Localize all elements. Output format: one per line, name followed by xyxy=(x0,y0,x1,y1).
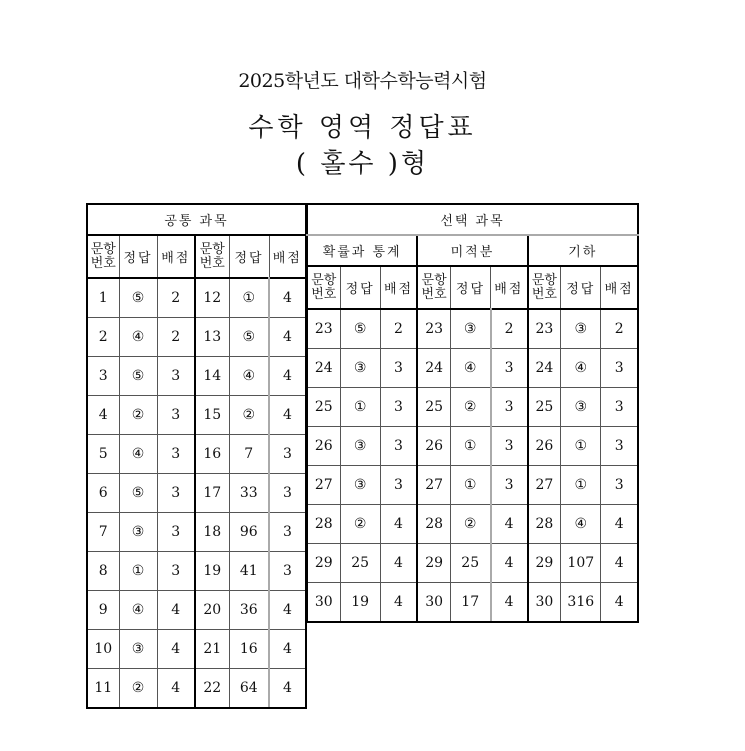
answer-cell: ⑤ xyxy=(340,309,380,349)
answer-cell: 316 xyxy=(561,583,601,623)
question-number-cell: 25 xyxy=(417,388,450,427)
question-number-cell: 21 xyxy=(195,630,229,669)
table-row xyxy=(307,388,638,427)
question-number-cell: 29 xyxy=(417,544,450,583)
points-cell: 3 xyxy=(601,466,638,505)
question-number-cell: 26 xyxy=(307,427,340,466)
question-number-cell: 25 xyxy=(307,388,340,427)
question-number-header xyxy=(417,266,450,309)
answer-cell: 33 xyxy=(229,474,269,513)
points-header: 배점 xyxy=(157,235,195,278)
question-number-header xyxy=(528,266,561,309)
answer-cell: ④ xyxy=(119,318,157,357)
question-number-cell: 24 xyxy=(528,349,561,388)
question-number-header xyxy=(307,266,340,309)
points-header: 배점 xyxy=(269,235,306,278)
header-text: 번호 xyxy=(531,286,557,302)
question-number-cell: 22 xyxy=(195,669,229,709)
points-cell: 3 xyxy=(157,435,195,474)
question-number-cell: 23 xyxy=(417,309,450,349)
answer-cell: 25 xyxy=(450,544,490,583)
answer-cell: 19 xyxy=(340,583,380,623)
answer-cell: ③ xyxy=(340,349,380,388)
points-cell: 4 xyxy=(157,630,195,669)
question-number-cell: 24 xyxy=(307,349,340,388)
header-text: 문항 xyxy=(90,241,116,257)
points-cell: 3 xyxy=(157,357,195,396)
points-cell: 4 xyxy=(380,583,417,623)
table-row xyxy=(87,552,306,591)
answer-cell: ⑤ xyxy=(119,357,157,396)
answer-cell: ⑤ xyxy=(119,474,157,513)
question-number-header xyxy=(87,235,119,278)
points-cell: 3 xyxy=(269,513,306,552)
header-text: 번호 xyxy=(199,255,225,271)
answer-header: 정답 xyxy=(229,235,269,278)
question-number-header xyxy=(195,235,229,278)
question-number-cell: 28 xyxy=(307,505,340,544)
table-row xyxy=(87,669,306,709)
question-number-cell: 14 xyxy=(195,357,229,396)
form-type-label: ( 홀수 )형 xyxy=(295,149,430,179)
answer-cell: ④ xyxy=(119,435,157,474)
answer-header: 정답 xyxy=(561,266,601,309)
subject-title: 수학 영역 정답표 xyxy=(248,113,477,143)
answer-cell: ③ xyxy=(561,388,601,427)
question-number-cell: 1 xyxy=(87,278,119,318)
answer-cell: ③ xyxy=(340,466,380,505)
answer-cell: 64 xyxy=(229,669,269,709)
answer-cell: ④ xyxy=(561,505,601,544)
points-cell: 3 xyxy=(491,388,528,427)
question-number-cell: 11 xyxy=(87,669,119,709)
subject-name-geometry: 기하 xyxy=(528,235,638,266)
question-number-cell: 29 xyxy=(528,544,561,583)
question-number-cell: 27 xyxy=(307,466,340,505)
table-row xyxy=(87,318,306,357)
answer-cell: 25 xyxy=(340,544,380,583)
header-text: 번호 xyxy=(421,286,447,302)
answer-header: 정답 xyxy=(340,266,380,309)
answer-cell: ⑤ xyxy=(119,278,157,318)
question-number-cell: 3 xyxy=(87,357,119,396)
header-text: 번호 xyxy=(90,255,116,271)
table-row xyxy=(87,435,306,474)
answer-header: 정답 xyxy=(450,266,490,309)
points-cell: 3 xyxy=(269,474,306,513)
question-number-cell: 23 xyxy=(307,309,340,349)
points-cell: 2 xyxy=(157,278,195,318)
points-cell: 3 xyxy=(601,427,638,466)
header-text: 번호 xyxy=(311,286,337,302)
points-cell: 4 xyxy=(601,583,638,623)
question-number-cell: 4 xyxy=(87,396,119,435)
subject-name-probability-statistics: 확률과 통계 xyxy=(307,235,417,266)
answer-cell: ① xyxy=(340,388,380,427)
points-cell: 4 xyxy=(269,630,306,669)
answer-cell: ① xyxy=(561,466,601,505)
header-text: 문항 xyxy=(421,272,447,288)
question-number-cell: 24 xyxy=(417,349,450,388)
table-row xyxy=(307,505,638,544)
table-row xyxy=(307,583,638,623)
points-cell: 4 xyxy=(269,591,306,630)
subject-name-calculus: 미적분 xyxy=(417,235,527,266)
points-cell: 3 xyxy=(269,552,306,591)
table-row xyxy=(87,591,306,630)
points-cell: 4 xyxy=(269,278,306,318)
points-cell: 3 xyxy=(269,435,306,474)
points-cell: 3 xyxy=(491,349,528,388)
answer-cell: ⑤ xyxy=(229,318,269,357)
question-number-cell: 26 xyxy=(417,427,450,466)
answer-cell: ④ xyxy=(119,591,157,630)
question-number-cell: 20 xyxy=(195,591,229,630)
answer-header: 정답 xyxy=(119,235,157,278)
elective-subject-title: 선택 과목 xyxy=(307,204,638,235)
points-cell: 4 xyxy=(491,505,528,544)
question-number-cell: 17 xyxy=(195,474,229,513)
table-row xyxy=(307,427,638,466)
answer-cell: ③ xyxy=(340,427,380,466)
answer-cell: ① xyxy=(561,427,601,466)
points-cell: 3 xyxy=(491,466,528,505)
points-cell: 3 xyxy=(601,388,638,427)
question-number-cell: 25 xyxy=(528,388,561,427)
points-cell: 2 xyxy=(380,309,417,349)
answer-cell: 41 xyxy=(229,552,269,591)
answer-cell: ② xyxy=(450,505,490,544)
answer-cell: ③ xyxy=(450,309,490,349)
points-cell: 4 xyxy=(157,591,195,630)
question-number-cell: 30 xyxy=(307,583,340,623)
table-row xyxy=(307,544,638,583)
points-header: 배점 xyxy=(380,266,417,309)
points-cell: 4 xyxy=(269,318,306,357)
answer-cell: ④ xyxy=(561,349,601,388)
question-number-cell: 26 xyxy=(528,427,561,466)
table-row xyxy=(87,278,306,318)
question-number-cell: 13 xyxy=(195,318,229,357)
points-cell: 3 xyxy=(380,466,417,505)
answer-cell: ② xyxy=(229,396,269,435)
points-cell: 3 xyxy=(157,396,195,435)
question-number-cell: 6 xyxy=(87,474,119,513)
answer-cell: ① xyxy=(450,427,490,466)
points-cell: 4 xyxy=(269,669,306,709)
table-row xyxy=(87,357,306,396)
points-cell: 4 xyxy=(601,505,638,544)
answer-cell: ② xyxy=(119,396,157,435)
answer-cell: ③ xyxy=(561,309,601,349)
points-cell: 3 xyxy=(157,513,195,552)
points-cell: 3 xyxy=(380,427,417,466)
answer-cell: 96 xyxy=(229,513,269,552)
question-number-cell: 27 xyxy=(417,466,450,505)
header-text: 문항 xyxy=(531,272,557,288)
answer-cell: 107 xyxy=(561,544,601,583)
points-cell: 4 xyxy=(269,396,306,435)
question-number-cell: 18 xyxy=(195,513,229,552)
points-cell: 4 xyxy=(491,583,528,623)
answer-cell: ② xyxy=(340,505,380,544)
answer-cell: ① xyxy=(119,552,157,591)
points-cell: 2 xyxy=(157,318,195,357)
table-row xyxy=(307,349,638,388)
header-text: 문항 xyxy=(199,241,225,257)
table-row xyxy=(87,630,306,669)
exam-title: 2025학년도 대학수학능력시험 xyxy=(238,70,487,92)
answer-cell: ② xyxy=(450,388,490,427)
answer-cell: ② xyxy=(119,669,157,709)
points-cell: 4 xyxy=(491,544,528,583)
question-number-cell: 12 xyxy=(195,278,229,318)
question-number-cell: 27 xyxy=(528,466,561,505)
common-subject-table xyxy=(86,203,307,709)
table-row xyxy=(87,513,306,552)
question-number-cell: 15 xyxy=(195,396,229,435)
question-number-cell: 29 xyxy=(307,544,340,583)
points-cell: 3 xyxy=(157,552,195,591)
question-number-cell: 30 xyxy=(417,583,450,623)
points-cell: 2 xyxy=(601,309,638,349)
points-cell: 3 xyxy=(157,474,195,513)
answer-cell: 16 xyxy=(229,630,269,669)
question-number-cell: 28 xyxy=(417,505,450,544)
points-cell: 4 xyxy=(380,505,417,544)
points-cell: 4 xyxy=(380,544,417,583)
question-number-cell: 16 xyxy=(195,435,229,474)
question-number-cell: 7 xyxy=(87,513,119,552)
question-number-cell: 23 xyxy=(528,309,561,349)
points-cell: 3 xyxy=(601,349,638,388)
answer-cell: ③ xyxy=(119,513,157,552)
points-cell: 4 xyxy=(601,544,638,583)
table-row xyxy=(307,466,638,505)
answer-cell: ④ xyxy=(450,349,490,388)
elective-subject-table xyxy=(306,203,639,623)
table-row xyxy=(307,309,638,349)
common-subject-title: 공통 과목 xyxy=(87,204,306,235)
points-cell: 2 xyxy=(491,309,528,349)
points-cell: 4 xyxy=(157,669,195,709)
answer-cell: ④ xyxy=(229,357,269,396)
question-number-cell: 8 xyxy=(87,552,119,591)
points-cell: 3 xyxy=(380,388,417,427)
question-number-cell: 5 xyxy=(87,435,119,474)
points-cell: 3 xyxy=(380,349,417,388)
points-header: 배점 xyxy=(601,266,638,309)
header-text: 문항 xyxy=(311,272,337,288)
answer-cell: ③ xyxy=(119,630,157,669)
answer-cell: 17 xyxy=(450,583,490,623)
points-cell: 3 xyxy=(491,427,528,466)
answer-cell: 7 xyxy=(229,435,269,474)
answer-cell: ① xyxy=(229,278,269,318)
answer-cell: ① xyxy=(450,466,490,505)
question-number-cell: 2 xyxy=(87,318,119,357)
question-number-cell: 30 xyxy=(528,583,561,623)
points-cell: 4 xyxy=(269,357,306,396)
points-header: 배점 xyxy=(491,266,528,309)
table-row xyxy=(87,396,306,435)
question-number-cell: 19 xyxy=(195,552,229,591)
question-number-cell: 9 xyxy=(87,591,119,630)
question-number-cell: 28 xyxy=(528,505,561,544)
table-row xyxy=(87,474,306,513)
answer-cell: 36 xyxy=(229,591,269,630)
question-number-cell: 10 xyxy=(87,630,119,669)
